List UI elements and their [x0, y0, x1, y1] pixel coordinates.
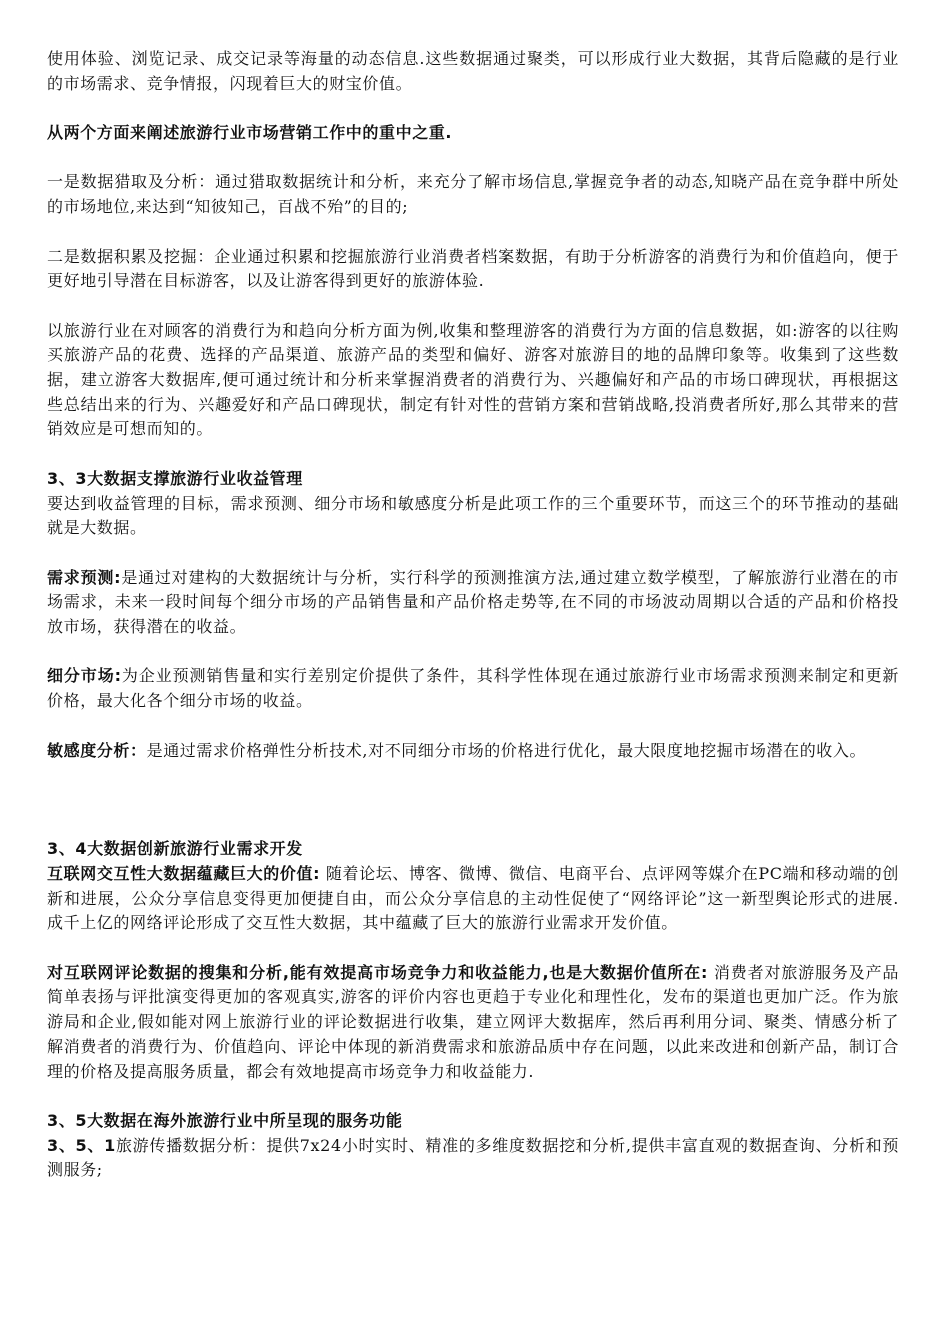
- paragraph-review-analysis: [47, 961, 899, 1085]
- paragraph-3-5-1: [47, 1134, 899, 1183]
- paragraph-revenue-management: 要达到收益管理的目标，需求预测、细分市场和敏感度分析是此项工作的三个重要环节，而这三个的环节推动的基础就是大数据。: [47, 493, 899, 538]
- internet-value-label: 互联网交互性大数据蕴藏巨大的价值:: [47, 863, 321, 883]
- review-analysis-label: 对互联网评论数据的搜集和分析,能有效提高市场竞争力和收益能力,也是大数据价值所在:: [47, 962, 708, 982]
- market-segment-label: 细分市场:: [47, 666, 122, 686]
- paragraph-intro: 使用体验、浏览记录、成交记录等海量的动态信息.这些数据通过聚类，可以形成行业大数据，其背后隐藏的是行业的市场需求、竞争情报，闪现着巨大的财宝价值。: [47, 49, 899, 93]
- paragraph-consumer-example: 以旅游行业在对顾客的消费行为和趋向分析方面为例,收集和整理游客的消费行为方面的信息数据，如:游客的以往购买旅游产品的花费、选择的产品渠道、旅游产品的类型和偏好、游客对旅游目的地的品牌印象等。收集到了这些数据，建立游客大数据库,便可通过统计和分析来掌握消费者的消费行为、兴趣偏好和产品的市场口碑现状，再根据这些总结出来的行为、兴趣爱好和产品口碑现状，制定有针对性的营销方案和营销战略,投消费者所好,那么其带来的营销效应是可想而知的。: [47, 320, 899, 439]
- paragraph-data-accumulation: 二是数据积累及挖掘：企业通过积累和挖掘旅游行业消费者档案数据，有助于分析游客的消费行为和价值趋向，便于更好地引导潜在目标游客，以及让游客得到更好的旅游体验.: [47, 246, 899, 291]
- document-page: [47, 47, 899, 1183]
- section-3-5-1-text: 旅游传播数据分析：提供7x24小时实时、精准的多维度数据挖和分析,提供丰富直观的数据查询、分析和预测服务;: [47, 1135, 899, 1180]
- paragraph-data-acquisition: 一是数据猎取及分析：通过猎取数据统计和分析，来充分了解市场信息,掌握竞争者的动态,知晓产品在竞争群中所处的市场地位,来达到“知彼知己，百战不殆”的目的;: [47, 172, 899, 217]
- sensitivity-analysis-label: 敏感度分析：: [47, 740, 147, 760]
- demand-forecast-text: 是通过对建构的大数据统计与分析，实行科学的预测推演方法,通过建立数学模型，了解旅游行业潜在的市场需求，未来一段时间每个细分市场的产品销售量和产品价格走势等,在不同的市场波动周期以合适的产品和价格投放市场，获得潜在的收益。: [47, 567, 899, 637]
- paragraph-market-segment: [47, 664, 899, 713]
- paragraph-demand-forecast: [47, 566, 899, 640]
- paragraph-internet-value: [47, 862, 899, 936]
- heading-section-3-4: 3、4大数据创新旅游行业需求开发: [47, 839, 303, 859]
- section-3-5-1-number: 3、5、1: [47, 1135, 116, 1155]
- paragraph-sensitivity-analysis: [47, 739, 899, 764]
- demand-forecast-label: 需求预测:: [47, 567, 122, 587]
- heading-two-aspects: 从两个方面来阐述旅游行业市场营销工作中的重中之重.: [47, 123, 453, 143]
- heading-section-3-3: 3、3大数据支撑旅游行业收益管理: [47, 468, 303, 488]
- market-segment-text: 为企业预测销售量和实行差别定价提供了条件，其科学性体现在通过旅游行业市场需求预测来制定和更新价格，最大化各个细分市场的收益。: [47, 666, 899, 711]
- internet-value-text: 随着论坛、博客、微博、微信、电商平台、点评网等媒介在PC端和移动端的创新和进展，公众分享信息变得更加便捷自由，而公众分享信息的主动性促使了“网络评论”这一新型舆论形式的进展.成千上亿的网络评论形成了交互性大数据，其中蕴藏了巨大的旅游行业需求开发价值。: [47, 863, 899, 933]
- review-analysis-text: 消费者对旅游服务及产品简单表扬与评批演变得更加的客观真实,游客的评价内容也更趋于专业化和理性化，发布的渠道也更加广泛。作为旅游局和企业,假如能对网上旅游行业的评论数据进行收集，建立网评大数据库，然后再利用分词、聚类、情感分析了解消费者的消费行为、价值趋向、评论中体现的新消费需求和旅游品质中存在问题，以此来改进和创新产品，制订合理的价格及提高服务质量，都会有效地提高市场竞争力和收益能力.: [47, 962, 899, 1081]
- heading-section-3-5: 3、5大数据在海外旅游行业中所呈现的服务功能: [47, 1110, 403, 1130]
- sensitivity-analysis-text: 是通过需求价格弹性分析技术,对不同细分市场的价格进行优化，最大限度地挖掘市场潜在的收入。: [146, 740, 867, 760]
